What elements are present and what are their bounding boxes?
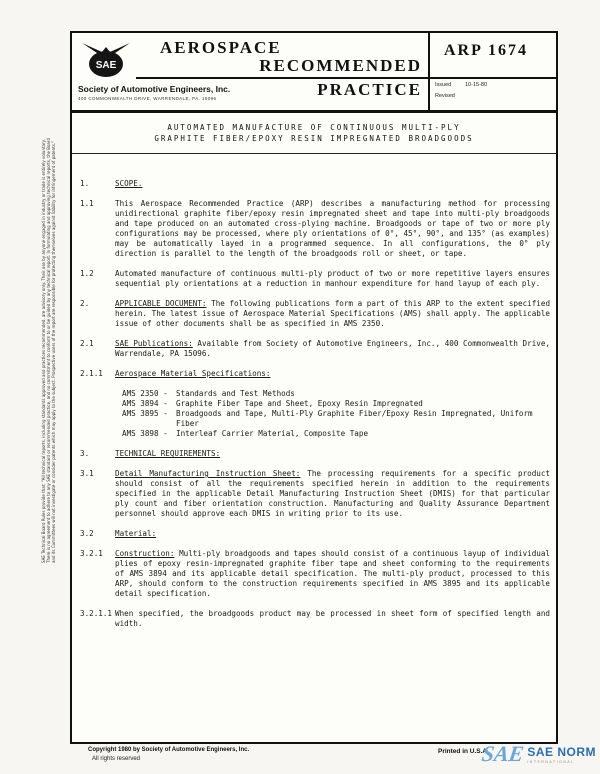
ams-code: AMS 3894 -	[122, 399, 168, 408]
ams-description: Graphite Fiber Tape and Sheet, Epoxy Resin Impregnated	[176, 399, 423, 408]
paragraph-1-1	[80, 199, 550, 259]
header-main	[72, 33, 428, 113]
paragraph-heading: Construction:	[115, 549, 175, 558]
paragraph-number: 2.1.1	[80, 369, 103, 378]
sae-norm-glyph-icon: SAE	[480, 741, 526, 766]
paragraph-text: APPLICABLE DOCUMENT: The following publications form a part of this ARP to the extent specified herein. The latest issue of Aerospace Material Specifications (AMS) shall apply. The applicable issue of other documents shall be as specified in AMS 2350.	[115, 299, 551, 328]
paragraph-heading: APPLICABLE DOCUMENT:	[115, 299, 207, 308]
paragraph-number: 1.2	[80, 269, 94, 278]
paragraph-text: This Aerospace Recommended Practice (ARP) describes a manufacturing method for processing unidirectional graphite fiber/epoxy resin impregnated sheet and tape into multi-ply broadgoods and tape produced on an automated cross-plying machine. Broadgoods or tape of two or more ply configurations may be processed, where ply orientations of 0°, 45°, 90°, and 135° (as examples) may be automatically layed in a programmed sequence. In all configurations, the 0° ply direction is parallel to the length of the broadgoods roll or sheet, or tape.	[115, 199, 550, 258]
paragraph-number: 3.2.1.1	[80, 609, 113, 618]
paragraph-heading: SAE Publications:	[115, 339, 193, 348]
paragraph-heading: Material:	[115, 529, 157, 538]
paragraph-heading: Aerospace Material Specifications:	[115, 369, 271, 378]
document-number: ARP 1674	[444, 42, 528, 59]
ams-description: Standards and Test Methods	[176, 389, 295, 398]
sae-norm-subtext: INTERNATIONAL	[527, 760, 575, 764]
sae-norm-watermark	[482, 742, 596, 766]
ams-description: Interleaf Carrier Material, Composite Tape	[176, 429, 369, 438]
paragraph-3-1	[80, 469, 550, 519]
society-name: Society of Automotive Engineers, Inc.	[78, 84, 231, 94]
paragraph-text: Automated manufacture of continuous multi-ply product of two or more repetitive layers ensures sequential ply orientations at a reduction in manhour expenditure for hand layup of each ply.	[115, 269, 550, 288]
revised-label: Revised	[435, 93, 455, 99]
body-sections	[72, 154, 556, 629]
sae-norm-text-block	[527, 742, 596, 764]
header-divider	[136, 77, 428, 79]
paragraph-number: 2.	[80, 299, 90, 308]
paragraph-2-1	[80, 339, 550, 359]
sae-norm-name: SAE NORM	[527, 745, 596, 759]
paragraph-heading: TECHNICAL REQUIREMENTS:	[115, 449, 221, 458]
document-page	[70, 31, 558, 744]
paragraph-1-2	[80, 269, 550, 289]
paragraph-text	[115, 369, 550, 379]
revised-row	[435, 93, 465, 99]
paragraph-number: 3.	[80, 449, 90, 458]
header-title-practice: PRACTICE	[317, 80, 422, 99]
paragraph-text	[115, 529, 550, 539]
paragraph-3	[80, 449, 550, 459]
ams-item	[122, 429, 550, 439]
ams-list	[122, 389, 550, 439]
rights-line: All rights reserved	[92, 756, 141, 762]
ams-code: AMS 3898 -	[122, 429, 168, 438]
document-header	[72, 33, 556, 113]
copyright-line: Copyright 1980 by Society of Automotive Engineers, Inc.	[88, 747, 250, 753]
ams-code: AMS 3895 -	[122, 409, 168, 418]
paragraph-text: Detail Manufacturing Instruction Sheet: The processing requirements for a specific product should consist of all the requirements specified herein in addition to the requirements specified in the applicable Detail Manufacturing Instruction Sheet (DMIS) for that particular ply count and fiber orientation construction. Manufacturing and Quality Assurance Department personnel should approve each DMIS in writing prior to its use.	[115, 469, 550, 518]
paragraph-2-1-1	[80, 369, 550, 379]
header-title-recommended: RECOMMENDED	[259, 56, 422, 75]
paragraph-heading: SCOPE.	[115, 179, 143, 188]
ams-code: AMS 2350 -	[122, 389, 168, 398]
paragraph-text	[115, 179, 550, 189]
issued-row	[435, 82, 487, 88]
paragraph-text: When specified, the broadgoods product may be processed in sheet form of specified length and width.	[115, 609, 550, 628]
svg-text:SAE: SAE	[95, 60, 117, 71]
paragraph-1	[80, 179, 550, 189]
paragraph-number: 2.1	[80, 339, 94, 348]
ams-item	[122, 399, 550, 409]
paragraph-text: Construction: Multi-ply broadgoods and tapes should consist of a continuous layup of individual plies of epoxy resin-impregnated graphite fiber tape and sheet conforming to the requirements of AMS 3894 and its applicable detail specification. The multi-ply product, processed to this ARP, should conform to the construction requirements specified in AMS 3895 and its applicable detail specification.	[115, 549, 550, 598]
sae-board-disclaimer: SAE Technical Board Rules provide that: "All technical reports, including standards approved and practices recommended, are advisory only. Their use by anyone engaged in industry or trade is entirely voluntary. There is no agreement to adhere to any SAE standard or recommended practice, and no commitment to conform to or be guided by any technical report. In formulating and approving technical reports, the Board and its Committees will not investigate or consider patents which may apply to the subject. Prospective users of the report are responsible for protecting themselves against liability for infringement of patents."	[41, 138, 56, 563]
paragraph-2	[80, 299, 550, 329]
header-title-aerospace: AEROSPACE	[160, 38, 282, 57]
paragraph-3-2-1-1	[80, 609, 550, 629]
sae-logo-icon	[80, 37, 132, 79]
ams-item	[122, 389, 550, 399]
paragraph-text	[115, 449, 550, 459]
printed-in-line: Printed in U.S.A.	[438, 748, 489, 755]
paragraph-text: SAE Publications: Available from Society of Automotive Engineers, Inc., 400 Commonwealth Drive, Warrendale, PA 15096.	[115, 339, 550, 358]
document-title-line2: GRAPHITE FIBER/EPOXY RESIN IMPREGNATED BROADGOODS	[154, 134, 474, 143]
paragraph-3-2	[80, 529, 550, 539]
society-address: 400 COMMONWEALTH DRIVE, WARRENDALE, PA. 15096	[78, 96, 217, 101]
paragraph-3-2-1	[80, 549, 550, 599]
document-title	[72, 113, 556, 154]
number-box-divider	[430, 77, 556, 79]
paragraph-number: 3.2	[80, 529, 94, 538]
issued-date: 10-15-80	[465, 82, 488, 88]
paragraph-number: 3.2.1	[80, 549, 103, 558]
paragraph-heading: Detail Manufacturing Instruction Sheet:	[115, 469, 301, 478]
ams-item	[122, 409, 550, 429]
ams-description: Broadgoods and Tape, Multi-Ply Graphite Fiber/Epoxy Resin Impregnated, Uniform Fiber	[176, 409, 533, 428]
issued-label: Issued	[435, 82, 452, 88]
document-number-box	[428, 33, 556, 113]
paragraph-number: 3.1	[80, 469, 94, 478]
document-title-line1: AUTOMATED MANUFACTURE OF CONTINUOUS MULTI-PLY	[167, 123, 461, 132]
paragraph-number: 1.1	[80, 199, 94, 208]
paragraph-number: 1.	[80, 179, 90, 188]
